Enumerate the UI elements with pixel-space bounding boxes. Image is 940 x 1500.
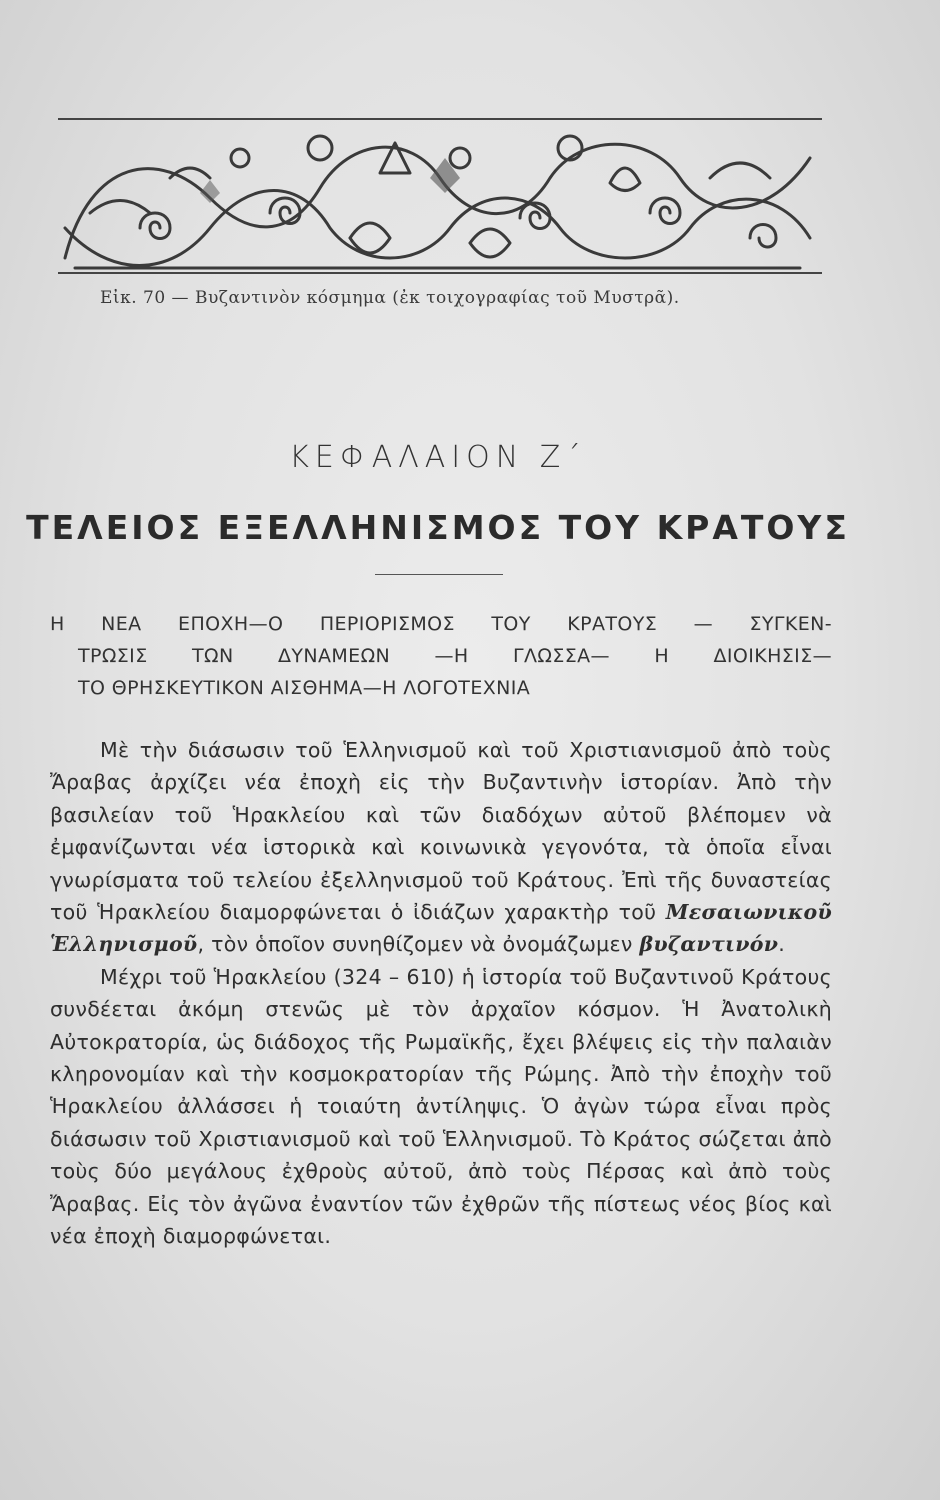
chapter-summary <box>50 608 832 704</box>
figure-caption: Εἰκ. 70 — Βυζαντινὸν κόσμημα (ἐκ τοιχογραφίας τοῦ Μυστρᾶ). <box>100 288 680 308</box>
summary-line-3: ΤΟ ΘΡΗΣΚΕΥΤΙΚΟΝ ΑΙΣΘΗΜΑ—Η ΛΟΓΟΤΕΧΝΙΑ <box>78 677 531 699</box>
chapter-label: ΚΕΦΑΛΑΙΟΝ Ζ΄ <box>289 440 587 475</box>
bottom-rule <box>58 272 822 274</box>
summary-line-2: ΤΡΩΣΙΣ ΤΩΝ ΔΥΝΑΜΕΩΝ —Η ΓΛΩΣΣΑ— Η ΔΙΟΙΚΗΣΙΣ— <box>78 645 832 667</box>
body-text <box>50 734 832 1253</box>
paragraph-1-text-b: , τὸν ὁποῖον συνηθίζομεν νὰ ὀνομάζωμεν <box>197 932 633 957</box>
byzantine-ornament-icon <box>50 118 825 286</box>
summary-line-1: Η ΝΕΑ ΕΠΟΧΗ—Ο ΠΕΡΙΟΡΙΣΜΟΣ ΤΟΥ ΚΡΑΤΟΥΣ — ΣΥΓΚΕΝ- <box>50 613 832 635</box>
title-divider <box>375 574 503 575</box>
emphasis-mesaionikou: Μεσαιωνικοῦ Ἑλληνισμοῦ <box>50 900 832 957</box>
paragraph-1-text-c: . <box>778 932 786 957</box>
paragraph-1 <box>50 734 832 961</box>
paragraph-2: Μέχρι τοῦ Ἡρακλείου (324 – 610) ἡ ἱστορία τοῦ Βυζαντινοῦ Κράτους συνδέεται ἀκόμη στενῶς μὲ τὸν ἀρχαῖον κόσμον. Ἡ Ἀνατολικὴ Αὐτοκρατορία, ὡς διάδοχος τῆς Ρωμαϊκῆς, ἔχει βλέψεις εἰς τὴν παλαιὰν κληρονομίαν καὶ τὴν κοσμοκρατορίαν τῆς Ρώμης. Ἀπὸ τὴν ἐποχὴν τοῦ Ἡρακλείου ἀλλάσσει ἡ τοιαύτη ἀντίληψις. Ὁ ἀγὼν τώρα εἶναι πρὸς διάσωσιν τοῦ Χριστιανισμοῦ καὶ τοῦ Ἑλληνισμοῦ. Τὸ Κράτος σώζεται ἀπὸ τοὺς δύο μεγάλους ἐχθροὺς αὐτοῦ, ἀπὸ τοὺς Πέρσας καὶ ἀπὸ τοὺς Ἄραβας. Εἰς τὸν ἀγῶνα ἐναντίον τῶν ἐχθρῶν τῆς πίστεως νέος βίος καὶ νέα ἐποχὴ διαμορφώνεται. <box>50 964 832 1249</box>
paragraph-1-text-a: Μὲ τὴν διάσωσιν τοῦ Ἑλληνισμοῦ καὶ τοῦ Χριστιανισμοῦ ἀπὸ τοὺς Ἄραβας ἀρχίζει νέα ἐποχὴ εἰς τὴν Βυζαντινὴν ἱστορίαν. Ἀπὸ τὴν βασιλείαν τοῦ Ἡρακλείου καὶ τῶν διαδόχων αὐτοῦ βλέπομεν νὰ ἐμφανίζωνται νέα ἱστορικὰ καὶ κοινωνικὰ γεγονότα, τὰ ὁποῖα εἶναι γνωρίσματα τοῦ τελείου ἐξελληνισμοῦ τοῦ Κράτους. Ἐπὶ τῆς δυναστείας τοῦ Ἡρακλείου διαμορφώνεται ὁ ἰδιάζων χαρακτὴρ τοῦ <box>50 738 832 925</box>
emphasis-byzantinon: βυζαντινόν <box>639 932 779 957</box>
chapter-title: ΤΕΛΕΙΟΣ ΕΞΕΛΛΗΝΙΣΜΟΣ ΤΟΥ ΚΡΑΤΟΥΣ <box>26 508 850 547</box>
